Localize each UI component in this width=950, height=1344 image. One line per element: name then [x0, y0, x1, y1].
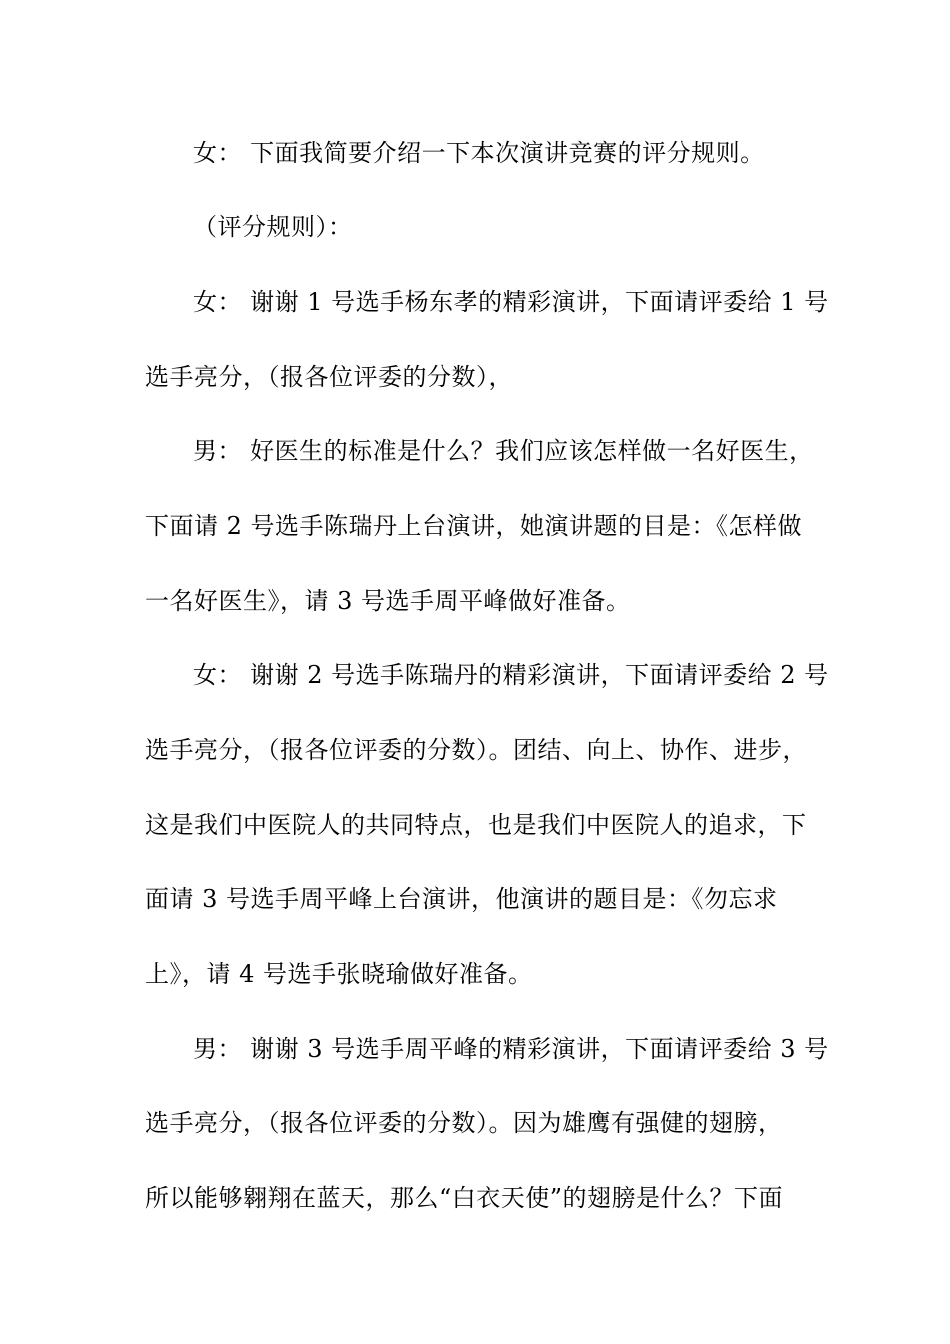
paragraph-line: 下面请 2 号选手陈瑞丹上台演讲，她演讲题的目是：《怎样做 [145, 512, 803, 540]
paragraph-line: 女： 谢谢 1 号选手杨东孝的精彩演讲，下面请评委给 1 号 [193, 288, 829, 316]
paragraph-line: 女： 谢谢 2 号选手陈瑞丹的精彩演讲，下面请评委给 2 号 [193, 661, 829, 689]
paragraph-line: 选手亮分，（报各位评委的分数）。因为雄鹰有强健的翅膀， [145, 1109, 783, 1137]
paragraph-line: 面请 3 号选手周平峰上台演讲，他演讲的题目是：《勿忘求 [145, 885, 778, 913]
paragraph-line: 选手亮分，（报各位评委的分数）， [145, 363, 513, 391]
paragraph-line: 这是我们中医院人的共同特点，也是我们中医院人的追求，下 [145, 811, 807, 839]
paragraph-line: 上》，请 4 号选手张晓瑜做好准备。 [145, 960, 533, 988]
paragraph-line: 所以能够翱翔在蓝天，那么“白衣天使”的翅膀是什么？下面 [145, 1184, 784, 1212]
paragraph-line: （评分规则）： [193, 213, 353, 241]
paragraph-line: 选手亮分，（报各位评委的分数）。团结、向上、协作、进步， [145, 736, 807, 764]
paragraph-line: 男： 好医生的标准是什么？我们应该怎样做一名好医生， [193, 437, 814, 465]
paragraph-line: 男： 谢谢 3 号选手周平峰的精彩演讲，下面请评委给 3 号 [193, 1035, 829, 1063]
paragraph-line: 一名好医生》，请 3 号选手周平峰做好准备。 [145, 587, 631, 615]
paragraph-line: 女： 下面我简要介绍一下本次演讲竞赛的评分规则。 [193, 139, 765, 167]
